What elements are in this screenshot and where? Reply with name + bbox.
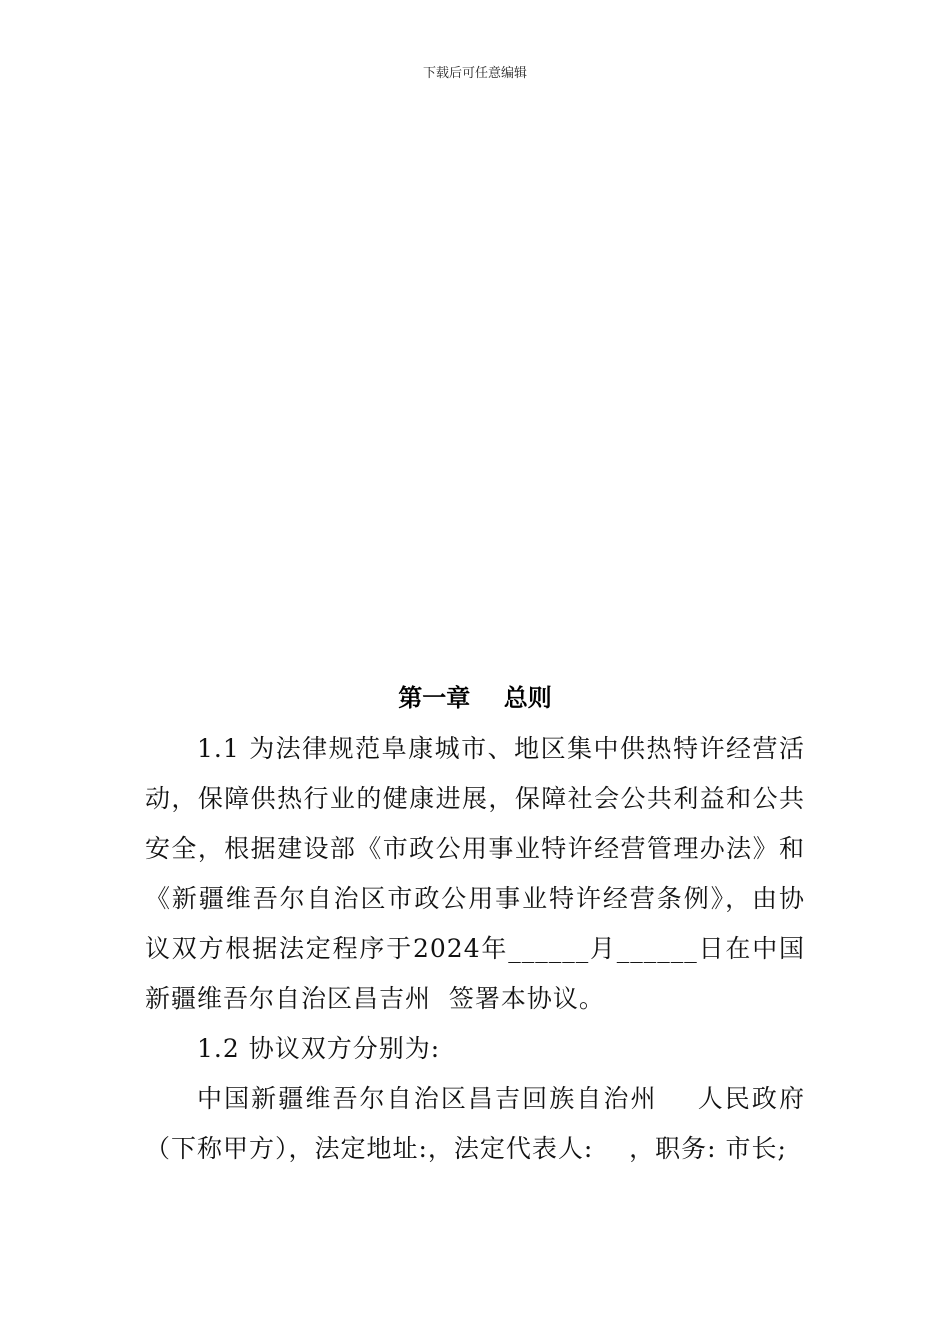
paragraph-1-2 bbox=[145, 1024, 805, 1074]
paragraph-text: 1.2 协议双方分别为: bbox=[197, 1034, 441, 1063]
paragraph-text: 1.1 为法律规范阜康城市、地区集中供热特许经营活动，保障供热行业的健康进展，保障社会公共利益和公共安全，根据建设部《市政公用事业特许经营管理办法》和《新疆维吾尔自治区市政公用事业特许经营条例》，由协议双方根据法定程序于2024年______月______日在中国新疆维吾尔自治区昌吉州 签署本协议。 bbox=[145, 734, 805, 1013]
page-header-note: 下载后可任意编辑 bbox=[422, 66, 527, 81]
chapter-title: 第一章 总则 bbox=[398, 683, 552, 712]
paragraph-party-a bbox=[145, 1074, 805, 1174]
paragraph-text: 中国新疆维吾尔自治区昌吉回族自治州 人民政府（下称甲方），法定地址:，法定代表人: ，职务: 市长; bbox=[145, 1084, 805, 1163]
paragraph-1-1 bbox=[145, 724, 805, 1024]
